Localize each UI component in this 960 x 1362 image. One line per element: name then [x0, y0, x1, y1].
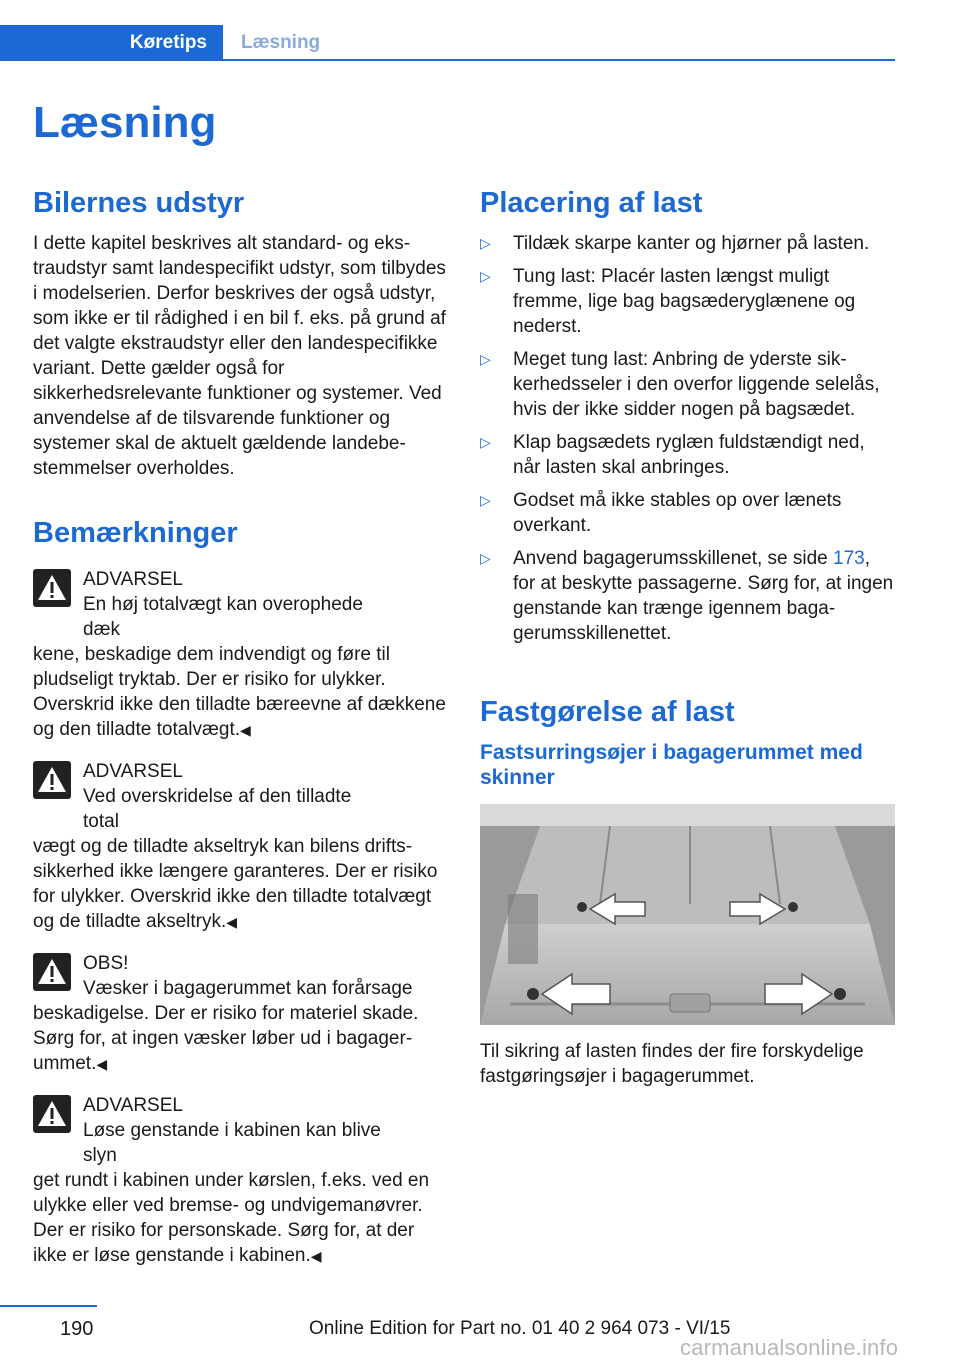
- list-item: ▷ Klap bagsædets ryglæn fuldstændigt ned, når lasten skal anbringes.: [480, 432, 865, 478]
- triangle-bullet-icon: ▷: [480, 268, 491, 284]
- warning-triangle-icon: [33, 761, 71, 799]
- warning-triangle-icon: [33, 569, 71, 607]
- warning-text-first-line: Ved overskridelse af den tilladte total: [83, 786, 352, 832]
- section-heading-bemaerkninger: Bemærkninger: [33, 517, 238, 549]
- end-mark-icon: ◀: [240, 722, 251, 738]
- notice-text: beskadigelse. Der er risiko for materiel skade. Sørg for, at ingen væsker løber ud i bagagerummet.: [33, 1003, 419, 1074]
- warning-label: ADVARSEL: [83, 1095, 183, 1116]
- right-column: [480, 185, 895, 1089]
- triangle-bullet-icon: ▷: [480, 351, 491, 367]
- section-heading-fastgoerelse: Fastgørelse af last: [480, 696, 735, 728]
- list-item: ▷ Meget tung last: Anbring de yderste sikkerhedsseler i den overfor liggende selelås, hvis der ikke sidder nogen på bagsædet.: [480, 349, 880, 420]
- page-number: 190: [60, 1318, 94, 1340]
- warning-text-first-line: Løse genstande i kabinen kan blive slyn: [83, 1120, 381, 1166]
- bullet-list: [480, 231, 895, 646]
- notice-text-first-line: Væsker i bagagerummet kan forårsage: [83, 978, 413, 999]
- notice-block: [33, 951, 447, 1077]
- tab-koeretips[interactable]: Køretips: [0, 25, 223, 61]
- triangle-bullet-icon: ▷: [480, 434, 491, 450]
- header-tabbar: [0, 25, 895, 61]
- list-item: ▷ Tung last: Placér lasten længst muligt fremme, lige bag bagsæderyglænene og nederst.: [480, 266, 856, 337]
- section-body-udstyr: I dette kapitel beskrives alt standard- og ekstraudstyr samt landespecifikt udstyr, som tilbydes i modelserien. Derfor beskrives der også udstyr, som ikke er til rådighed i en bil f. eks. på grund af det valgte ekstraudstyr eller den landespecifikke variant. Dette gælder også for sikkerhedsrelevante funktioner og systemer. Ved anvendelse af de tilsvarende funktioner og systemer skal de aktuelt gældende landebestemmelser overholdes.: [33, 233, 446, 479]
- header-rule: [0, 59, 895, 61]
- warning-text: kene, beskadige dem indvendigt og føre til pludseligt tryktab. Der er risiko for ulykker. Overskrid ikke den tilladte bæreevne af dækkene og den tilladte totalvægt.: [33, 644, 446, 740]
- subheading-fastsurringsoejer: Fastsurringsøjer i bagagerummet med skinner: [480, 741, 863, 789]
- photo-caption: Til sikring af lasten findes der fire forskydelige fastgøringsøjer i bagagerummet.: [480, 1041, 864, 1087]
- list-item: ▷ Godset må ikke stables op over lænets overkant.: [480, 490, 842, 536]
- triangle-bullet-icon: ▷: [480, 235, 491, 251]
- end-mark-icon: ◀: [310, 1248, 322, 1264]
- left-column: [33, 185, 447, 1269]
- warning-text-first-line: En høj totalvægt kan overophede dæk: [83, 594, 363, 640]
- page-link-173[interactable]: 173: [833, 548, 865, 569]
- triangle-bullet-icon: ▷: [480, 550, 491, 566]
- page-title: Læsning: [33, 98, 217, 147]
- tab-laesning[interactable]: Læsning: [241, 32, 321, 53]
- section-heading-udstyr: Bilernes udstyr: [33, 187, 245, 219]
- warning-triangle-icon: [33, 953, 71, 991]
- warning-block: [33, 759, 447, 935]
- notice-label: OBS!: [83, 953, 129, 974]
- list-item: ▷ Tildæk skarpe kanter og hjørner på lasten.: [480, 233, 870, 254]
- warning-label: ADVARSEL: [83, 761, 183, 782]
- watermark-text: carmanualsonline.info: [680, 1335, 899, 1360]
- cargo-area-photo: [480, 804, 895, 1025]
- warning-block: [33, 1093, 447, 1269]
- warning-text: get rundt i kabinen under kørslen, f.eks. ved en ulykke eller ved bremse- og undvigemanøvrer. Der er risiko for personskade. Sørg for, at der ikke er løse genstande i kabinen.: [33, 1170, 430, 1266]
- triangle-bullet-icon: ▷: [480, 492, 491, 508]
- warning-block: [33, 567, 447, 743]
- edition-note: Online Edition for Part no. 01 40 2 964 073 - VI/15: [309, 1318, 731, 1339]
- list-item: ▷ Anvend bagagerumsskillenet, se side 173, for at beskytte passagerne. Sørg for, at ingen genstande kan trænge igennem bagagerumsskillenettet.: [480, 548, 894, 644]
- end-mark-icon: ◀: [96, 1056, 108, 1072]
- end-mark-icon: ◀: [226, 914, 238, 930]
- footer-rule: [0, 1305, 97, 1307]
- section-heading-placering: Placering af last: [480, 187, 703, 219]
- warning-triangle-icon: [33, 1095, 71, 1133]
- warning-text: vægt og de tilladte akseltryk kan bilens driftssikkerhed ikke længere garanteres. Der er risiko for ulykker. Overskrid ikke den tilladte totalvægt og de tilladte akseltryk.: [33, 836, 438, 932]
- warning-label: ADVARSEL: [83, 569, 183, 590]
